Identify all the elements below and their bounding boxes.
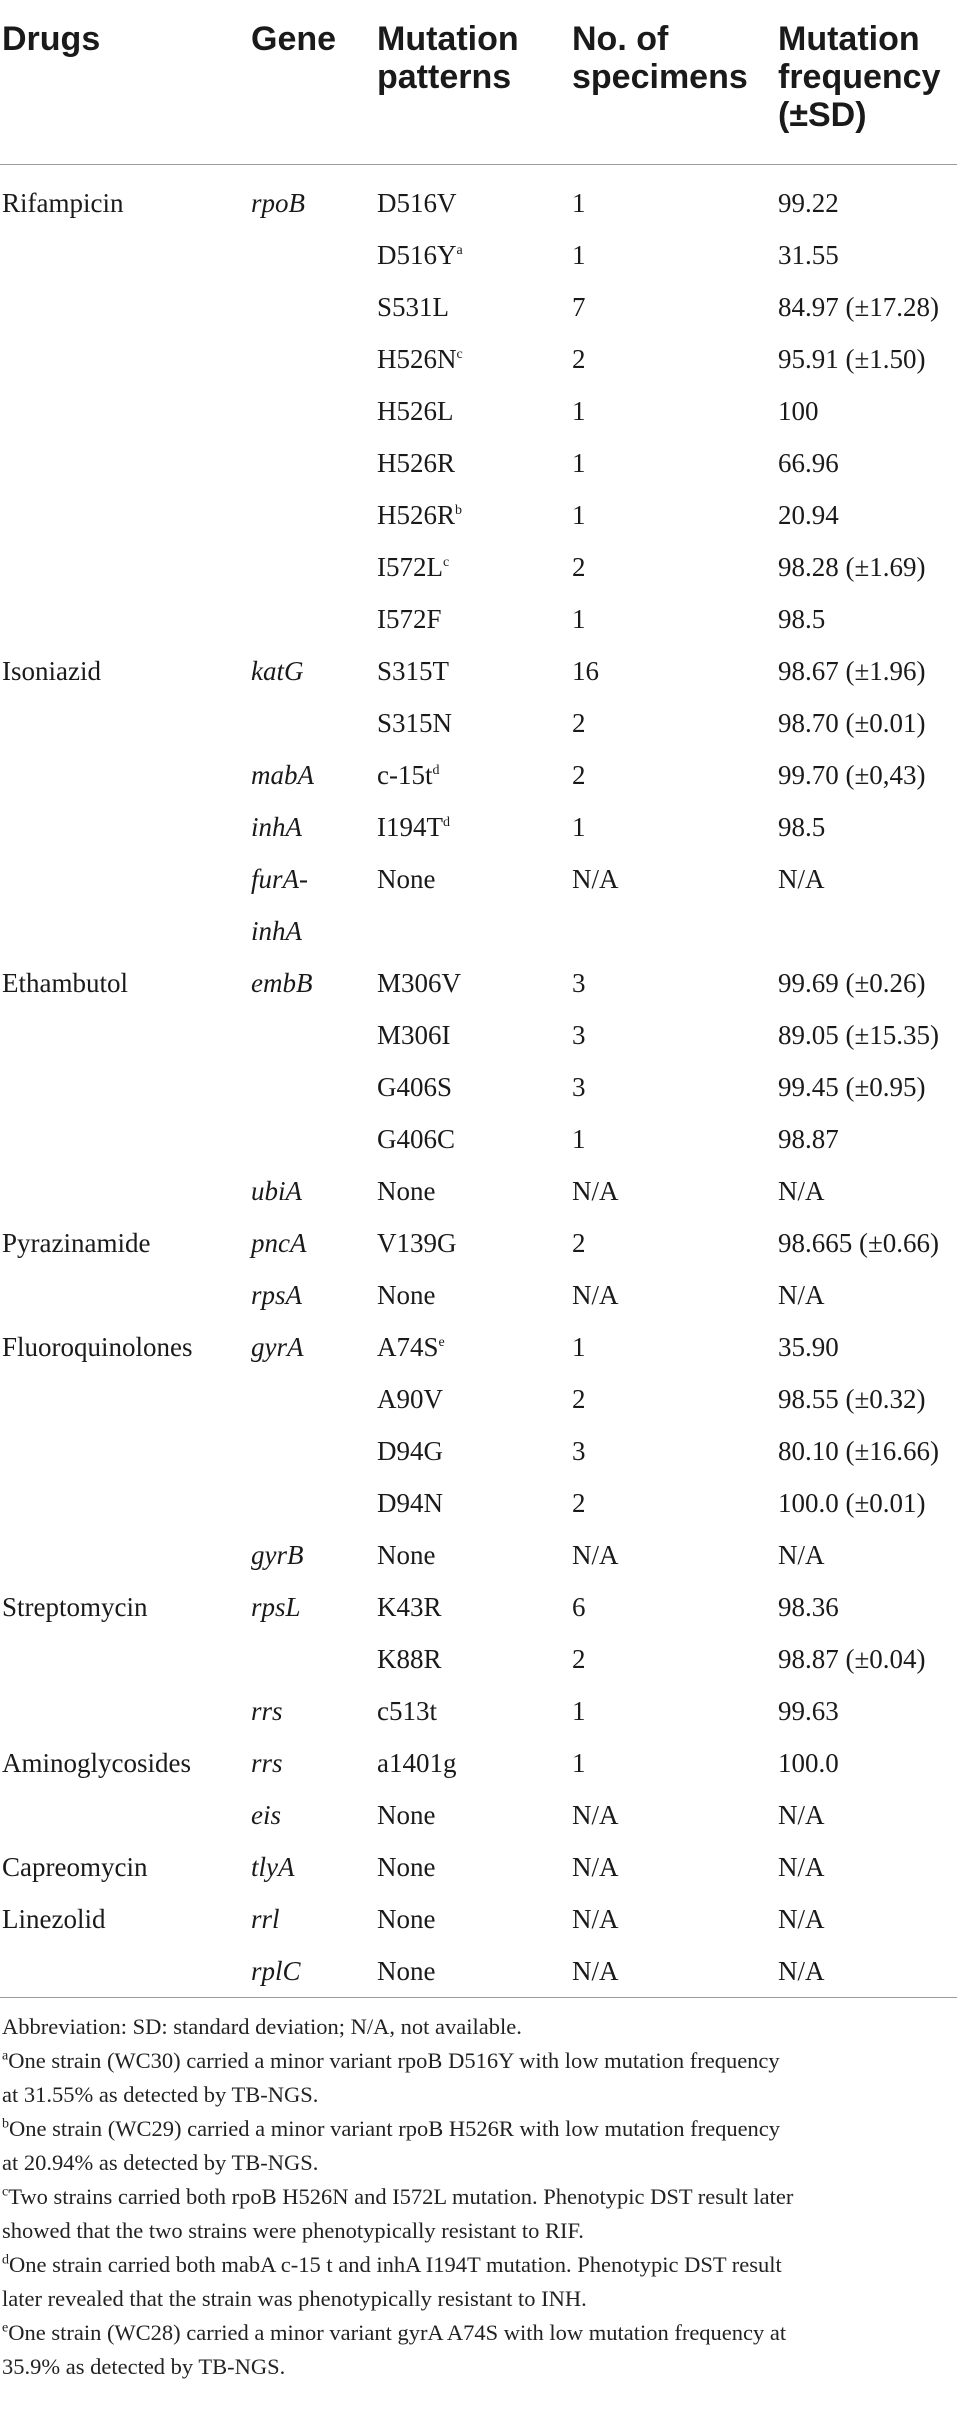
footnote-e: $^e$One strain (WC28) carried a minor variant gyrA A74S with low mutation frequency at 35.9% as detected by TB-NGS. [2,2319,787,2379]
cell-gene [251,1581,377,1633]
cell-specimen-count: N/A [572,863,619,894]
cell-mutation-pattern [377,801,572,853]
cell-gene [251,1061,377,1113]
footnote-marker: b [455,502,463,518]
cell-mutation-pattern [377,853,572,957]
pattern-label: None [377,1955,436,1986]
cell-specimen-count: N/A [572,1279,619,1310]
cell-drug [0,749,251,801]
table-footnotes [0,1998,957,2384]
cell-drug [0,229,251,281]
cell-mutation-frequency: 89.05 (±15.35) [778,1019,940,1050]
table-row [0,333,957,385]
gene-label: eis [251,1799,281,1830]
table-row [0,1425,957,1477]
cell-mutation-pattern [377,1165,572,1217]
gene-label: ubiA [251,1175,302,1206]
footnote-marker: a [456,242,463,258]
cell-drug [0,1529,251,1581]
pattern-label: K43R [377,1591,442,1622]
cell-mutation-frequency: N/A [778,1279,825,1310]
footnote-marker: d [442,814,450,830]
cell-mutation-frequency: N/A [778,1539,825,1570]
cell-specimen-count: 2 [572,343,586,374]
cell-drug: Streptomycin [2,1591,148,1622]
cell-drug [0,541,251,593]
pattern-label: G406C [377,1123,456,1154]
cell-mutation-pattern [377,645,572,697]
table-row [0,697,957,749]
cell-mutation-pattern [377,1893,572,1945]
cell-mutation-pattern [377,1737,572,1789]
table-row [0,1581,957,1633]
pattern-label: c-15t [377,759,433,790]
table-row [0,957,957,1009]
cell-mutation-frequency: N/A [778,1799,825,1830]
cell-gene [251,385,377,437]
cell-gene [251,853,377,957]
pattern-label: D516V [377,187,457,218]
cell-mutation-frequency: 35.90 [778,1331,839,1362]
footnote-b: $^b$One strain (WC29) carried a minor variant rpoB H526R with low mutation frequency at 20.94% as detected by TB-NGS. [2,2115,781,2175]
cell-gene [251,1841,377,1893]
cell-mutation-pattern [377,1529,572,1581]
cell-mutation-pattern [377,1477,572,1529]
cell-drug: Aminoglycosides [2,1747,191,1778]
cell-drug: Fluoroquinolones [2,1331,193,1362]
cell-specimen-count: 2 [572,1383,586,1414]
cell-drug [0,1061,251,1113]
table-row [0,1321,957,1373]
gene-label: inhA [251,811,302,842]
table-row [0,801,957,853]
table-body [0,164,957,1997]
cell-specimen-count: 1 [572,1331,586,1362]
cell-drug [0,281,251,333]
cell-mutation-pattern [377,1217,572,1269]
cell-mutation-pattern [377,749,572,801]
table-row [0,1009,957,1061]
pattern-label: None [377,1175,436,1206]
cell-gene [251,1633,377,1685]
table-row [0,853,957,957]
cell-drug [0,853,251,957]
table-header [0,0,957,164]
cell-drug: Pyrazinamide [2,1227,151,1258]
table-row [0,1685,957,1737]
gene-label: katG [251,655,304,686]
cell-gene [251,1685,377,1737]
cell-drug [0,1945,251,1998]
pattern-label: None [377,1851,436,1882]
footnote-marker: c [456,346,463,362]
table-row [0,593,957,645]
cell-gene [251,1789,377,1841]
cell-drug [0,385,251,437]
cell-gene [251,749,377,801]
cell-drug: Capreomycin [2,1851,148,1882]
cell-drug [0,1477,251,1529]
cell-specimen-count: 1 [572,1747,586,1778]
gene-label: pncA [251,1227,307,1258]
cell-mutation-pattern [377,281,572,333]
cell-mutation-frequency: 98.28 (±1.69) [778,551,926,582]
cell-gene [251,1893,377,1945]
cell-specimen-count: N/A [572,1851,619,1882]
cell-mutation-pattern [377,1945,572,1998]
cell-mutation-frequency: 98.5 [778,603,826,634]
cell-specimen-count: 3 [572,1019,586,1050]
cell-specimen-count: 3 [572,1071,586,1102]
pattern-label: a1401g [377,1747,457,1778]
cell-drug [0,1789,251,1841]
cell-mutation-pattern [377,1061,572,1113]
pattern-label: I194T [377,811,443,842]
cell-specimen-count: 6 [572,1591,586,1622]
table-row [0,281,957,333]
cell-drug: Rifampicin [2,187,124,218]
cell-specimen-count: 1 [572,1123,586,1154]
cell-specimen-count: 1 [572,187,586,218]
cell-mutation-pattern [377,1269,572,1321]
cell-mutation-frequency: N/A [778,1851,825,1882]
cell-drug [0,489,251,541]
cell-gene [251,281,377,333]
cell-mutation-pattern [377,164,572,229]
table-row [0,1529,957,1581]
cell-specimen-count: 16 [572,655,599,686]
table-row [0,1165,957,1217]
gene-label: rpsA [251,1279,303,1310]
gene-label: mabA [251,759,314,790]
cell-mutation-frequency: 80.10 (±16.66) [778,1435,940,1466]
cell-drug [0,1165,251,1217]
cell-mutation-pattern [377,489,572,541]
cell-specimen-count: N/A [572,1799,619,1830]
cell-specimen-count: N/A [572,1903,619,1934]
cell-specimen-count: N/A [572,1539,619,1570]
cell-gene [251,1737,377,1789]
cell-mutation-frequency: 84.97 (±17.28) [778,291,940,322]
table-row [0,1789,957,1841]
cell-mutation-pattern [377,1113,572,1165]
pattern-label: None [377,1539,436,1570]
table-row [0,541,957,593]
pattern-label: M306I [377,1019,451,1050]
cell-specimen-count: 7 [572,291,586,322]
cell-mutation-frequency: 100 [778,395,819,426]
pattern-label: c513t [377,1695,437,1726]
pattern-label: A74S [377,1331,439,1362]
cell-gene [251,1217,377,1269]
cell-gene [251,697,377,749]
cell-gene [251,645,377,697]
table-row [0,1373,957,1425]
cell-mutation-pattern [377,437,572,489]
header-gene: Gene [251,0,377,164]
cell-specimen-count: 1 [572,499,586,530]
footnote-abbreviation: Abbreviation: SD: standard deviation; N/A, not available. [2,2013,522,2039]
footnote-marker: c [442,554,450,570]
cell-drug [0,1685,251,1737]
cell-gene [251,489,377,541]
pattern-label: I572F [377,603,442,634]
cell-mutation-pattern [377,1009,572,1061]
table-row [0,645,957,697]
cell-specimen-count: 1 [572,811,586,842]
cell-gene [251,333,377,385]
gene-label: rrs [251,1695,283,1726]
cell-gene [251,1373,377,1425]
cell-mutation-frequency: 95.91 (±1.50) [778,343,926,374]
cell-gene [251,1269,377,1321]
gene-label: rplC [251,1955,301,1986]
pattern-label: D94G [377,1435,443,1466]
cell-drug [0,1425,251,1477]
cell-gene [251,957,377,1009]
pattern-label: None [377,1279,436,1310]
header-no-of-specimens: No. of specimens [572,0,778,164]
gene-label: rpsL [251,1591,301,1622]
table-row [0,1269,957,1321]
table-row [0,229,957,281]
cell-mutation-frequency: 99.63 [778,1695,839,1726]
pattern-label: S315T [377,655,450,686]
cell-mutation-frequency: 100.0 [778,1747,839,1778]
cell-gene [251,1477,377,1529]
footnote-marker: d [432,762,440,778]
cell-mutation-frequency: 99.22 [778,187,839,218]
cell-mutation-frequency: N/A [778,1903,825,1934]
table-row [0,1945,957,1998]
footnote-d: $^d$One strain carried both mabA c-15 t and inhA I194T mutation. Phenotypic DST result later revealed that the strain was phenotypically resistant to INH. [2,2251,782,2311]
pattern-label: G406S [377,1071,453,1102]
cell-gene [251,1529,377,1581]
cell-gene [251,1321,377,1373]
cell-mutation-pattern [377,697,572,749]
cell-gene [251,229,377,281]
cell-specimen-count: 2 [572,1227,586,1258]
cell-mutation-pattern [377,1581,572,1633]
header-mutation-patterns: Mutation patterns [377,0,572,164]
pattern-label: D516Y [377,239,457,270]
cell-specimen-count: 2 [572,551,586,582]
cell-mutation-frequency: 99.69 (±0.26) [778,967,926,998]
gene-label: gyrB [251,1539,304,1570]
table-row [0,437,957,489]
cell-specimen-count: 3 [572,967,586,998]
cell-mutation-frequency: 98.70 (±0.01) [778,707,926,738]
pattern-label: None [377,863,436,894]
cell-mutation-pattern [377,1789,572,1841]
cell-mutation-pattern [377,1373,572,1425]
cell-mutation-frequency: 98.87 (±0.04) [778,1643,926,1674]
gene-label-continued: inhA [251,915,302,946]
cell-gene [251,593,377,645]
cell-mutation-pattern [377,541,572,593]
cell-drug [0,437,251,489]
cell-gene [251,437,377,489]
footnote-a: $^a$One strain (WC30) carried a minor variant rpoB D516Y with low mutation frequency at 31.55% as detected by TB-NGS. [2,2047,780,2107]
cell-drug: Isoniazid [2,655,101,686]
cell-drug [0,1269,251,1321]
cell-drug [0,1373,251,1425]
cell-mutation-frequency: 98.5 [778,811,826,842]
table-row [0,164,957,229]
cell-specimen-count: 1 [572,603,586,634]
cell-mutation-pattern [377,229,572,281]
gene-label: embB [251,967,313,998]
cell-mutation-frequency: 98.55 (±0.32) [778,1383,926,1414]
pattern-label: None [377,1903,436,1934]
cell-drug: Linezolid [2,1903,106,1934]
table-row [0,1893,957,1945]
cell-specimen-count: 1 [572,447,586,478]
cell-mutation-frequency: 99.45 (±0.95) [778,1071,926,1102]
table-row [0,1737,957,1789]
gene-label: rrs [251,1747,283,1778]
cell-mutation-frequency: 66.96 [778,447,839,478]
cell-specimen-count: 2 [572,1643,586,1674]
cell-mutation-pattern [377,593,572,645]
table-row [0,1061,957,1113]
cell-mutation-pattern [377,333,572,385]
cell-mutation-pattern [377,385,572,437]
cell-specimen-count: 1 [572,395,586,426]
cell-mutation-pattern [377,1321,572,1373]
header-drugs: Drugs [0,0,251,164]
pattern-label: I572L [377,551,443,582]
pattern-label: None [377,1799,436,1830]
table-row [0,1841,957,1893]
cell-drug [0,697,251,749]
cell-mutation-frequency: 20.94 [778,499,839,530]
cell-gene [251,1113,377,1165]
pattern-label: M306V [377,967,462,998]
cell-drug [0,593,251,645]
table-row [0,385,957,437]
cell-specimen-count: 2 [572,707,586,738]
pattern-label: H526N [377,343,457,374]
cell-mutation-pattern [377,1841,572,1893]
table-row [0,1217,957,1269]
cell-drug [0,1009,251,1061]
pattern-label: S315N [377,707,453,738]
cell-specimen-count: 2 [572,759,586,790]
gene-label: furA- [251,863,308,894]
cell-mutation-frequency: 98.665 (±0.66) [778,1227,940,1258]
cell-specimen-count: N/A [572,1945,778,1998]
cell-mutation-frequency: 100.0 (±0.01) [778,1487,926,1518]
gene-label: tlyA [251,1851,295,1882]
cell-specimen-count: 2 [572,1487,586,1518]
cell-specimen-count: 1 [572,1695,586,1726]
table-row [0,1113,957,1165]
header-mutation-frequency: Mutation frequency (±SD) [778,0,957,164]
cell-mutation-frequency: N/A [778,1175,825,1206]
cell-drug [0,801,251,853]
cell-specimen-count: 3 [572,1435,586,1466]
pattern-label: V139G [377,1227,457,1258]
pattern-label: H526R [377,447,456,478]
cell-specimen-count: N/A [572,1175,619,1206]
pattern-label: H526R [377,499,456,530]
gene-label: rpoB [251,187,305,218]
cell-drug [0,1633,251,1685]
footnote-c: $^c$Two strains carried both rpoB H526N and I572L mutation. Phenotypic DST result later showed that the two strains were phenotypically resistant to RIF. [2,2183,794,2243]
table-row [0,1633,957,1685]
table-row [0,749,957,801]
pattern-label: D94N [377,1487,443,1518]
cell-gene [251,1009,377,1061]
cell-mutation-frequency: 98.87 [778,1123,839,1154]
cell-gene [251,1165,377,1217]
footnote-marker: e [438,1334,445,1350]
cell-specimen-count: 1 [572,239,586,270]
table-row [0,489,957,541]
pattern-label: S531L [377,291,450,322]
gene-label: gyrA [251,1331,304,1362]
cell-mutation-frequency: 98.67 (±1.96) [778,655,926,686]
cell-drug [0,1113,251,1165]
cell-gene [251,541,377,593]
cell-mutation-pattern [377,1685,572,1737]
cell-mutation-pattern [377,1425,572,1477]
cell-drug [0,333,251,385]
pattern-label: A90V [377,1383,443,1414]
cell-mutation-pattern [377,1633,572,1685]
cell-mutation-frequency: N/A [778,863,825,894]
cell-gene [251,801,377,853]
gene-label: rrl [251,1903,280,1934]
pattern-label: H526L [377,395,454,426]
cell-drug: Ethambutol [2,967,128,998]
cell-mutation-pattern [377,957,572,1009]
cell-mutation-frequency: 98.36 [778,1591,839,1622]
pattern-label: K88R [377,1643,442,1674]
cell-mutation-frequency: N/A [778,1945,957,1998]
cell-mutation-frequency: 31.55 [778,239,839,270]
table-row [0,1477,957,1529]
cell-gene [251,164,377,229]
cell-gene [251,1945,377,1998]
cell-gene [251,1425,377,1477]
cell-mutation-frequency: 99.70 (±0,43) [778,759,926,790]
